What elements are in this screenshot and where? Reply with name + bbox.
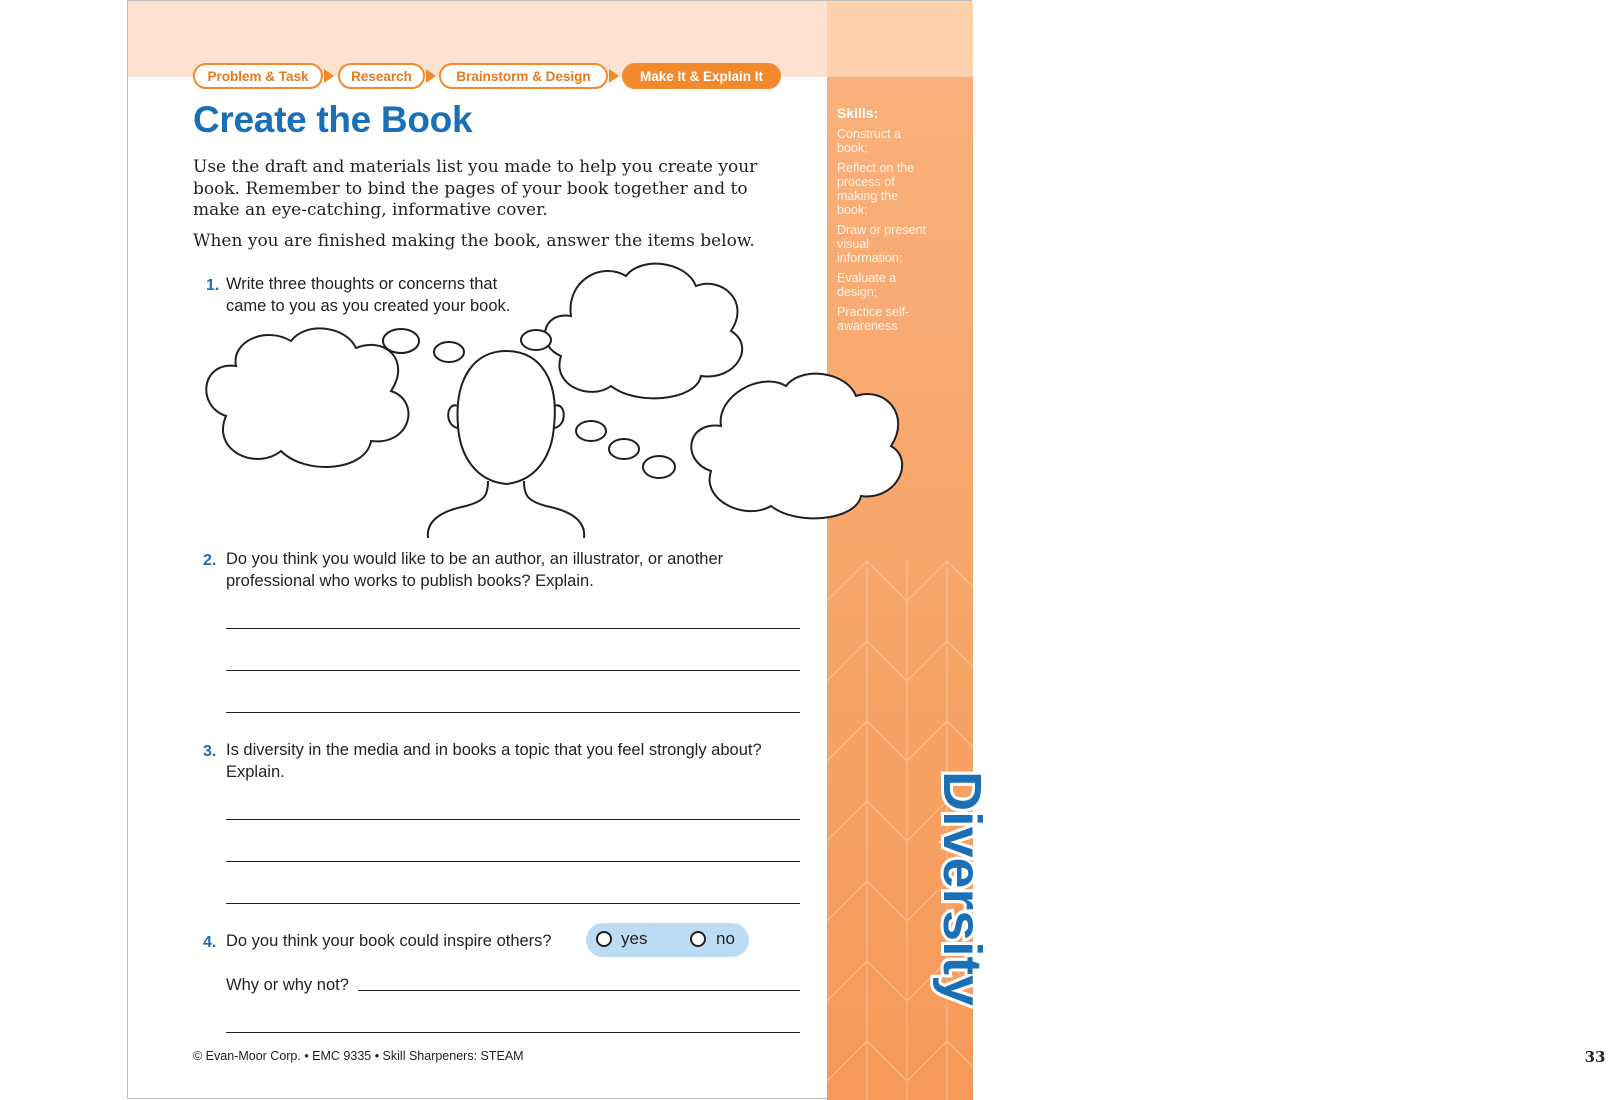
answer-line[interactable]	[226, 903, 800, 904]
page-number: 33	[1579, 1041, 1611, 1073]
breadcrumb-step-research: Research	[338, 63, 425, 89]
breadcrumb-step-problem: Problem & Task	[193, 63, 323, 89]
page-title: Create the Book	[193, 99, 473, 140]
head-thought-bubbles-illustration	[196, 256, 896, 541]
section-label-text: Diversity	[932, 771, 992, 1000]
question-number: 3.	[203, 743, 217, 760]
answer-line[interactable]	[226, 712, 800, 713]
intro-paragraph: Use the draft and materials list you made to help you create your book. Remember to bind the pages of your book together and to make an eye-catching, informative cover.	[193, 157, 758, 220]
skill-item: Reflect on the process of making the book;	[837, 161, 915, 217]
yes-label: yes	[621, 929, 648, 948]
breadcrumb-step-make-it: Make It & Explain It	[622, 63, 781, 89]
no-radio[interactable]	[690, 931, 706, 947]
breadcrumb-arrow-icon	[609, 69, 619, 83]
question-number: 2.	[203, 552, 217, 569]
thought-bubble-top-right	[545, 264, 742, 399]
question-text: Do you think your book could inspire others?	[226, 932, 552, 950]
worksheet-page	[127, 0, 1606, 1099]
question-text: Do you think you would like to be an author, an illustrator, or another professional who works to publish books? Explain.	[226, 550, 724, 590]
yes-radio[interactable]	[596, 931, 612, 947]
small-bubble-icon	[609, 439, 639, 459]
answer-line[interactable]	[226, 819, 800, 820]
small-bubble-icon	[576, 421, 606, 441]
answer-line[interactable]	[226, 628, 800, 629]
followup-text: Why or why not?	[226, 976, 349, 994]
skill-item: Evaluate a design;	[837, 271, 897, 299]
skill-item: Construct a book;	[837, 127, 901, 155]
section-label	[910, 771, 1010, 1011]
answer-line[interactable]	[226, 1032, 800, 1033]
head-icon	[458, 351, 555, 484]
instructions-text: When you are finished making the book, answer the items below.	[193, 231, 755, 251]
footer-credit: © Evan-Moor Corp. • EMC 9335 • Skill Sharpeners: STEAM	[193, 1049, 524, 1063]
skill-item: Draw or present visual information;	[837, 223, 926, 265]
question-number: 1.	[206, 277, 220, 294]
small-bubble-icon	[434, 342, 464, 362]
answer-line[interactable]	[226, 670, 800, 671]
thought-bubble-right	[691, 374, 902, 519]
breadcrumb-step-brainstorm: Brainstorm & Design	[439, 63, 608, 89]
small-bubble-icon	[521, 330, 551, 350]
skill-item: Practice self-awareness	[837, 305, 910, 333]
small-bubble-icon	[383, 329, 419, 353]
skills-heading: Skills:	[837, 105, 879, 121]
thought-bubble-left	[206, 328, 408, 467]
answer-line[interactable]	[226, 861, 800, 862]
no-label: no	[716, 929, 735, 948]
question-number: 4.	[203, 934, 217, 951]
answer-line[interactable]	[358, 990, 800, 991]
breadcrumb-arrow-icon	[426, 69, 436, 83]
small-bubble-icon	[643, 456, 675, 478]
breadcrumb-arrow-icon	[324, 69, 334, 83]
yes-no-choice	[586, 923, 749, 957]
question-text: Write three thoughts or concerns that came to you as you created your book.	[226, 275, 511, 315]
question-text: Is diversity in the media and in books a topic that you feel strongly about? Explain.	[226, 741, 762, 781]
